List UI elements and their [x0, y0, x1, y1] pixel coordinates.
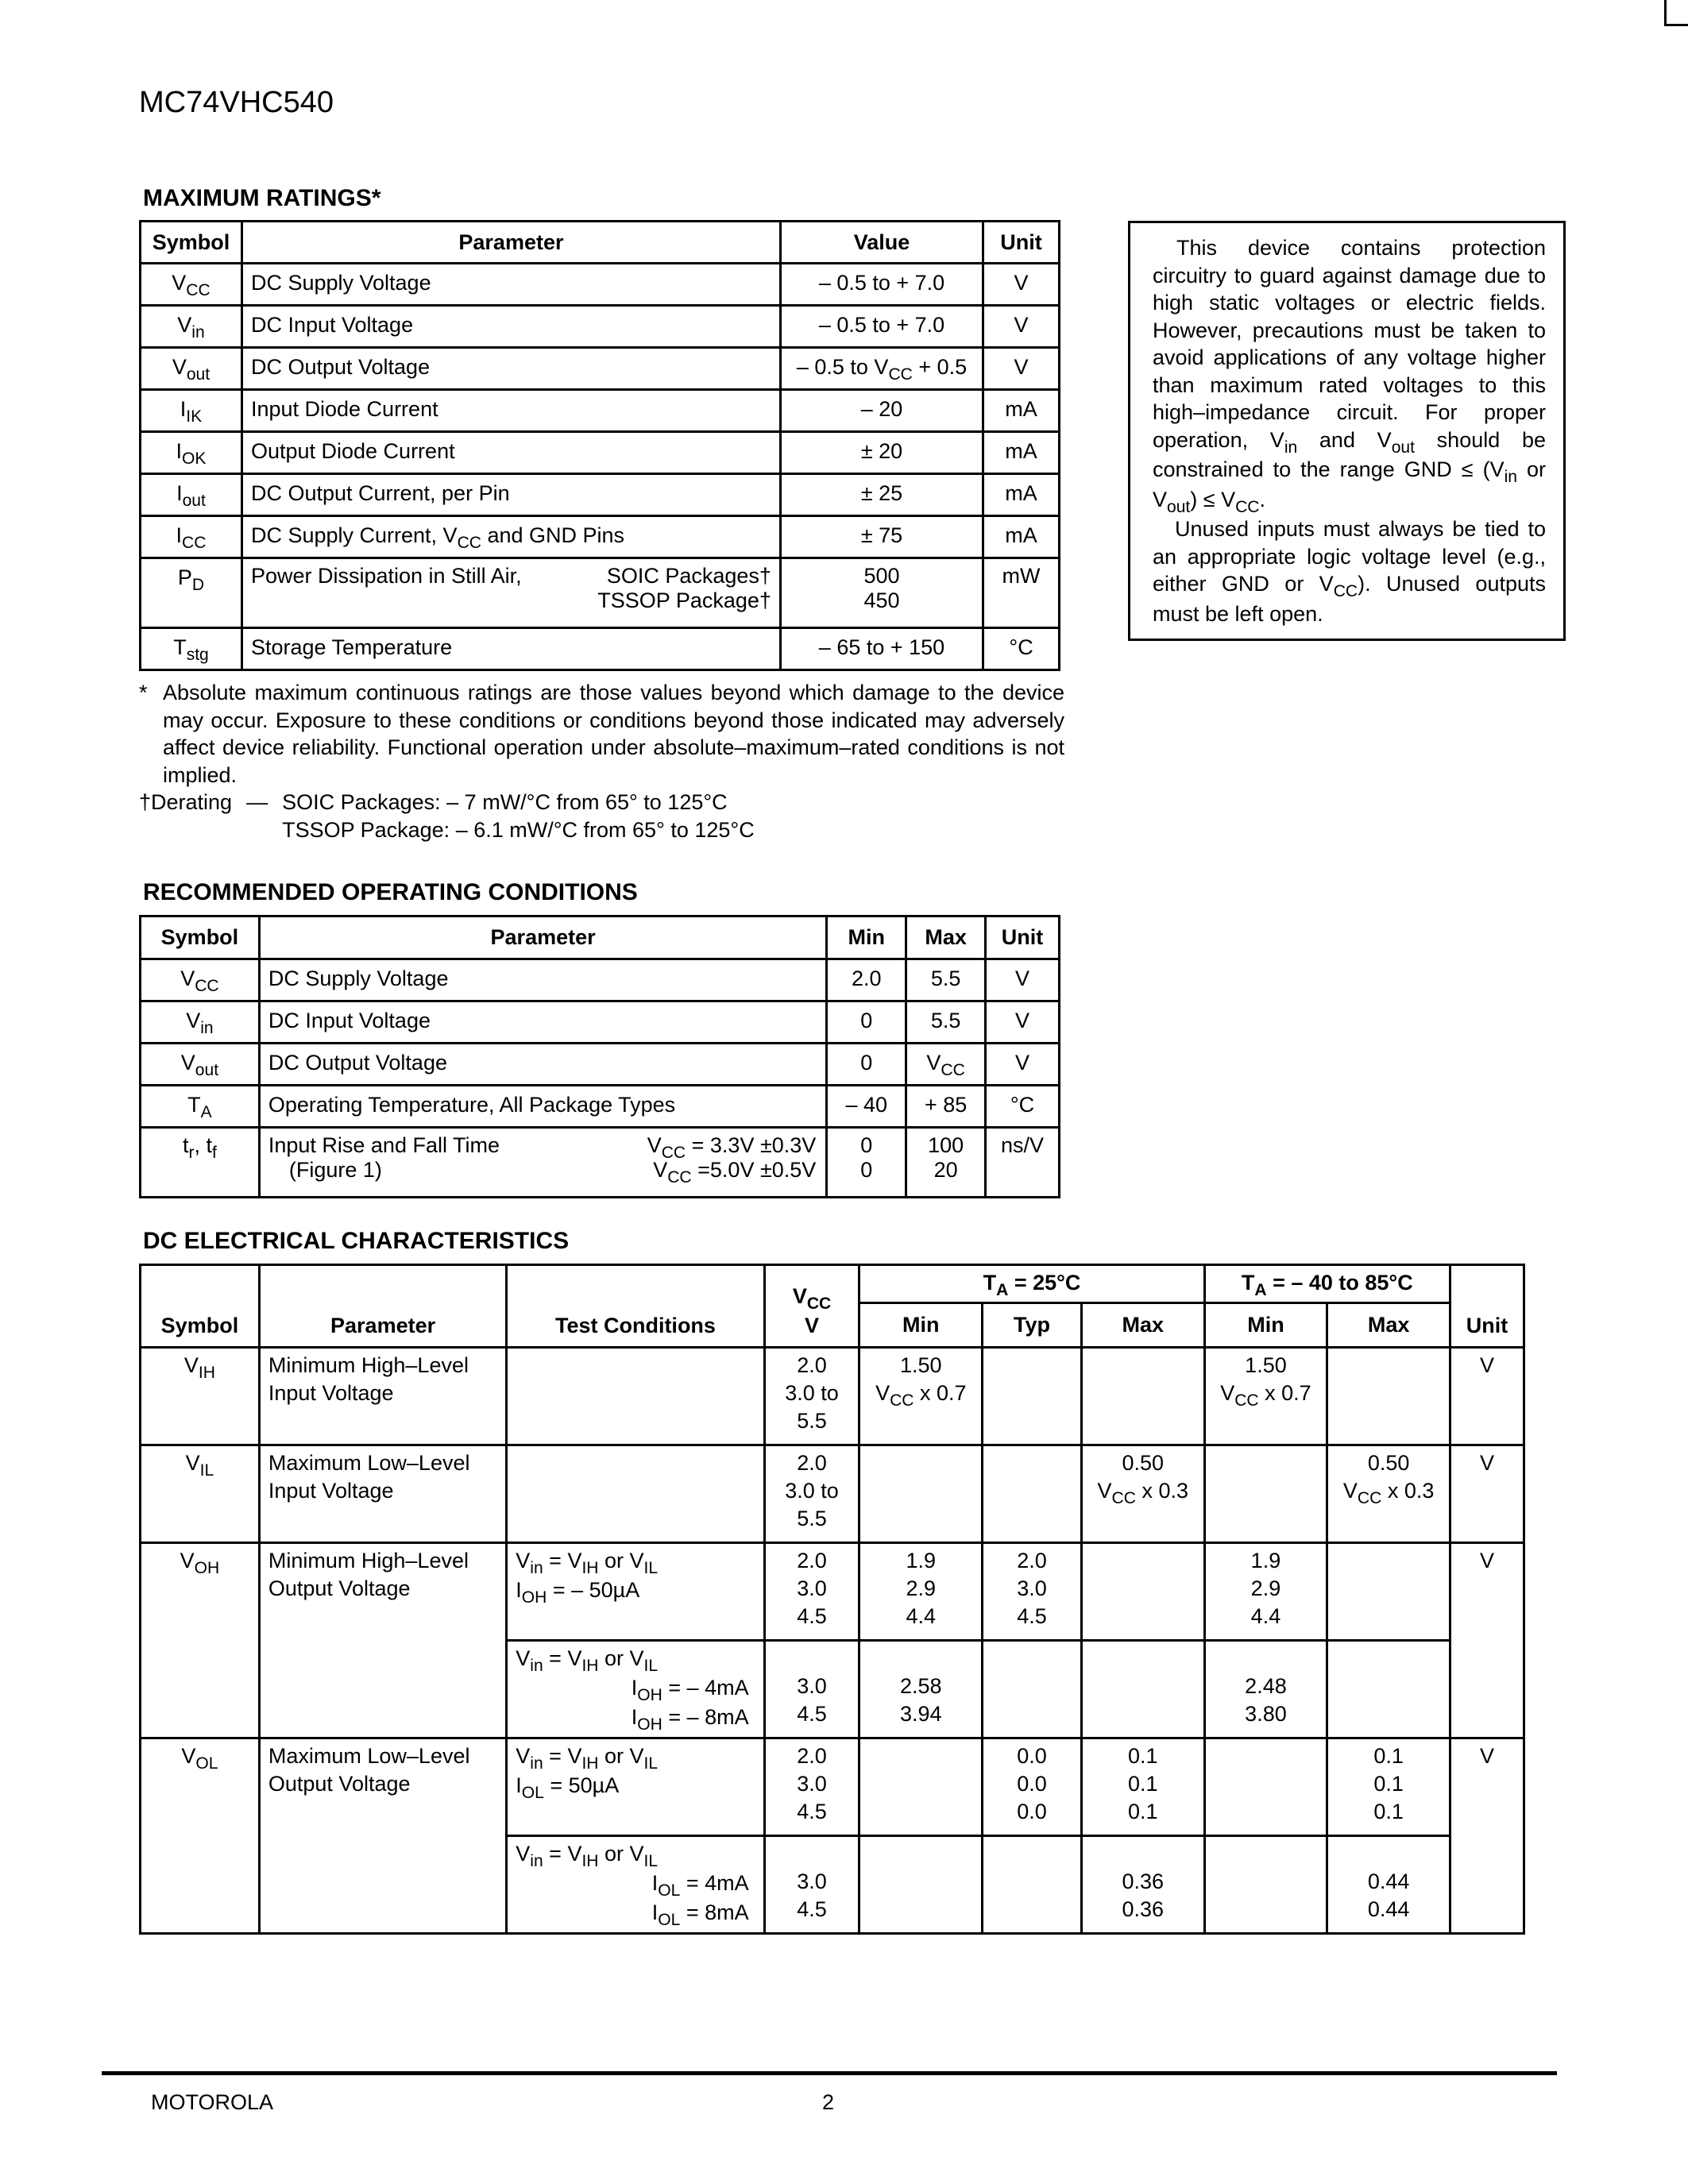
- parameter-cell: Output Diode Current: [241, 432, 780, 474]
- unit-cell: mA: [983, 516, 1060, 558]
- unit-cell: V: [986, 1044, 1060, 1086]
- value-cell: ± 25: [780, 474, 983, 516]
- max-ratings-table: [139, 220, 1060, 671]
- unit-cell: V: [1450, 1738, 1524, 1934]
- table-row: [141, 1543, 1524, 1641]
- col-header: Symbol: [141, 222, 242, 264]
- vcc-cell: 2.0 3.0 4.5: [764, 1543, 859, 1641]
- value-cell: 500 450: [780, 558, 983, 628]
- table-row: [141, 1738, 1524, 1836]
- symbol-cell: $T_{stg}$: [141, 628, 242, 670]
- col-header: Symbol: [141, 1265, 260, 1348]
- parameter-cell: Operating Temperature, All Package Types: [259, 1086, 826, 1128]
- parameter-cell: Maximum Low–Level Output Voltage: [259, 1738, 506, 1934]
- parameter-cell: Input Diode Current: [241, 390, 780, 432]
- parameter-cell: DC Supply Current, $V_{CC}$ and GND Pins: [241, 516, 780, 558]
- vcc-cell: 2.0 3.0 to 5.5: [764, 1348, 859, 1445]
- unit-cell: ns/V: [986, 1128, 1060, 1198]
- typ-cell: [983, 1445, 1082, 1543]
- max-cell: [1081, 1543, 1204, 1641]
- vcc-cell: 3.0 4.5: [764, 1641, 859, 1738]
- min-cell: [1204, 1836, 1327, 1934]
- parameter-cell: Maximum Low–Level Input Voltage: [259, 1445, 506, 1543]
- value-cell: – 0.5 to + 7.0: [780, 306, 983, 348]
- parameter-cell: Storage Temperature: [241, 628, 780, 670]
- max-cell: 100 20: [906, 1128, 986, 1198]
- esd-protection-note: This device contains protection circuitry to guard against damage due to high static voltages or electric fields. However, precautions must be taken to avoid applications of any voltage higher than maximum rated voltages to this high–impedance circuit. For proper operation, $V_{in}$ and $V_{out}$ should be constrained to the range GND ≤ ($V_{in}$ or $V_{out}) \le V_{CC}$. Unused inputs must always be tied to an appropriate logic voltage level (e.g., either GND or $V_{CC}$). Unused outputs must be left open.: [1128, 221, 1566, 641]
- symbol-cell: $V_{CC}$: [141, 959, 260, 1001]
- max-cell: 5.5: [906, 1001, 986, 1044]
- max-cell: 0.50 $V_{CC}$ x 0.3: [1327, 1445, 1450, 1543]
- min-cell: [859, 1738, 983, 1836]
- parameter-cell: DC Output Current, per Pin: [241, 474, 780, 516]
- typ-cell: [983, 1641, 1082, 1738]
- table-row: [141, 1128, 1060, 1198]
- min-cell: 0 0: [827, 1128, 906, 1198]
- unit-cell: mA: [983, 432, 1060, 474]
- rec-op-table: [139, 915, 1060, 1198]
- col-header: Unit: [1450, 1265, 1524, 1348]
- symbol-cell: $I_{CC}$: [141, 516, 242, 558]
- test-conditions-cell: $V_{in} = V_{IH}$ or $V_{IL}$ $I_{OL} = 4mA$ $I_{OL} = 8mA$: [507, 1836, 764, 1934]
- value-cell: – 0.5 to $V_{CC} + 0.5$: [780, 348, 983, 390]
- typ-cell: [983, 1836, 1082, 1934]
- parameter-cell: DC Supply Voltage: [241, 264, 780, 306]
- min-cell: [1204, 1445, 1327, 1543]
- min-cell: [859, 1836, 983, 1934]
- symbol-cell: $P_D$: [141, 558, 242, 628]
- typ-cell: 2.0 3.0 4.5: [983, 1543, 1082, 1641]
- value-cell: – 0.5 to + 7.0: [780, 264, 983, 306]
- test-conditions-cell: $V_{in} = V_{IH}$ or $V_{IL}$ $I_{OH}$ = – 4mA $I_{OH}$ = – 8mA: [507, 1641, 764, 1738]
- unit-cell: °C: [983, 628, 1060, 670]
- col-header: Unit: [986, 916, 1060, 959]
- table-row: [141, 1086, 1060, 1128]
- symbol-cell: $V_{OH}$: [141, 1543, 260, 1738]
- max-cell: 0.44 0.44: [1327, 1836, 1450, 1934]
- col-header: Max: [906, 916, 986, 959]
- unit-cell: V: [983, 306, 1060, 348]
- parameter-cell: Minimum High–Level Output Voltage: [259, 1543, 506, 1738]
- min-cell: [1204, 1738, 1327, 1836]
- col-header: Parameter: [241, 222, 780, 264]
- vcc-cell: 2.0 3.0 4.5: [764, 1738, 859, 1836]
- table-row: [141, 1044, 1060, 1086]
- min-cell: 1.50 $V_{CC}$ x 0.7: [1204, 1348, 1327, 1445]
- max-cell: 5.5: [906, 959, 986, 1001]
- max-cell: 0.36 0.36: [1081, 1836, 1204, 1934]
- max-cell: 0.1 0.1 0.1: [1081, 1738, 1204, 1836]
- table-row: [141, 348, 1060, 390]
- table-row: [141, 628, 1060, 670]
- value-cell: ± 75: [780, 516, 983, 558]
- max-cell: 0.1 0.1 0.1: [1327, 1738, 1450, 1836]
- col-header: Min: [1204, 1303, 1327, 1348]
- max-cell: [1327, 1348, 1450, 1445]
- symbol-cell: $I_{IK}$: [141, 390, 242, 432]
- col-header: Max: [1081, 1303, 1204, 1348]
- max-cell: $V_{CC}$: [906, 1044, 986, 1086]
- min-cell: 2.0: [827, 959, 906, 1001]
- col-header: Unit: [983, 222, 1060, 264]
- col-header-vcc: $V_{CC}$ V: [764, 1265, 859, 1348]
- test-conditions-cell: [507, 1445, 764, 1543]
- symbol-cell: $V_{CC}$: [141, 264, 242, 306]
- symbol-cell: $V_{out}$: [141, 1044, 260, 1086]
- symbol-cell: $V_{in}$: [141, 1001, 260, 1044]
- test-conditions-cell: $V_{in} = V_{IH}$ or $V_{IL}$ $I_{OH}$ = – 50µA: [507, 1543, 764, 1641]
- min-cell: 1.50 $V_{CC}$ x 0.7: [859, 1348, 983, 1445]
- unit-cell: V: [1450, 1543, 1524, 1738]
- parameter-cell: Minimum High–Level Input Voltage: [259, 1348, 506, 1445]
- max-cell: [1327, 1543, 1450, 1641]
- symbol-cell: $V_{OL}$: [141, 1738, 260, 1934]
- dc-char-heading: DC ELECTRICAL CHARACTERISTICS: [143, 1228, 570, 1254]
- min-cell: 2.58 3.94: [859, 1641, 983, 1738]
- table-row: [141, 959, 1060, 1001]
- max-cell: [1081, 1641, 1204, 1738]
- symbol-cell: $V_{in}$: [141, 306, 242, 348]
- table-row: [141, 390, 1060, 432]
- test-conditions-cell: [507, 1348, 764, 1445]
- min-cell: 1.9 2.9 4.4: [859, 1543, 983, 1641]
- unit-cell: V: [986, 1001, 1060, 1044]
- soic-package-label: SOIC Packages†: [606, 564, 771, 588]
- absolute-max-footnote: * Absolute maximum continuous ratings are those values beyond which damage to the device may occur. Exposure to these conditions or conditions beyond those indicated may adversely affect device reliability. Functional operation under absolute–maximum–rated conditions is not implied. †Derating — SOIC Packages: – 7 mW/°C from 65° to 125°C TSSOP Package: – 6.1 mW/°C from 65° to 125°C: [139, 679, 1064, 844]
- col-header: Max: [1327, 1303, 1450, 1348]
- col-header-ta-range: $T_A$ = – 40 to 85°C: [1204, 1265, 1450, 1303]
- value-cell: ± 20: [780, 432, 983, 474]
- table-header-row: [141, 916, 1060, 959]
- symbol-cell: $I_{out}$: [141, 474, 242, 516]
- unit-cell: °C: [986, 1086, 1060, 1128]
- table-row: [141, 1445, 1524, 1543]
- symbol-cell: $I_{OK}$: [141, 432, 242, 474]
- col-header: Parameter: [259, 1265, 506, 1348]
- max-cell: [1327, 1641, 1450, 1738]
- unit-cell: V: [983, 264, 1060, 306]
- min-cell: – 40: [827, 1086, 906, 1128]
- dc-char-table: [139, 1264, 1525, 1935]
- table-row: [141, 474, 1060, 516]
- symbol-cell: $T_A$: [141, 1086, 260, 1128]
- min-cell: 0: [827, 1001, 906, 1044]
- tssop-package-label: TSSOP Package†: [597, 588, 771, 612]
- col-header: Test Conditions: [507, 1265, 764, 1348]
- parameter-cell: Power Dissipation in Still Air, SOIC Packages† TSSOP Package†: [241, 558, 780, 628]
- col-header: Typ: [983, 1303, 1082, 1348]
- table-header-row: [141, 1265, 1524, 1303]
- min-cell: 1.9 2.9 4.4: [1204, 1543, 1327, 1641]
- derating-note: †Derating — SOIC Packages: – 7 mW/°C from 65° to 125°C TSSOP Package: – 6.1 mW/°C from 65° to 125°C: [139, 790, 755, 842]
- col-header: Symbol: [141, 916, 260, 959]
- typ-cell: 0.0 0.0 0.0: [983, 1738, 1082, 1836]
- value-cell: – 65 to + 150: [780, 628, 983, 670]
- parameter-cell: Input Rise and Fall Time $V_{CC} = 3.3V \pm 0.3V$ (Figure 1) $V_{CC} =5.0V \pm 0.5V$: [259, 1128, 826, 1198]
- col-header: Min: [827, 916, 906, 959]
- symbol-cell: $V_{IL}$: [141, 1445, 260, 1543]
- table-row: [141, 1001, 1060, 1044]
- parameter-cell: DC Input Voltage: [259, 1001, 826, 1044]
- vcc-cell: 2.0 3.0 to 5.5: [764, 1445, 859, 1543]
- parameter-cell: DC Output Voltage: [241, 348, 780, 390]
- table-row: [141, 306, 1060, 348]
- max-cell: 0.50 $V_{CC}$ x 0.3: [1081, 1445, 1204, 1543]
- min-cell: 2.48 3.80: [1204, 1641, 1327, 1738]
- col-header: Value: [780, 222, 983, 264]
- min-cell: 0: [827, 1044, 906, 1086]
- table-row: [141, 1348, 1524, 1445]
- min-cell: [859, 1445, 983, 1543]
- page-number: 2: [822, 2090, 835, 2114]
- unit-cell: V: [1450, 1445, 1524, 1543]
- rec-op-heading: RECOMMENDED OPERATING CONDITIONS: [143, 879, 638, 905]
- col-header: Min: [859, 1303, 983, 1348]
- max-ratings-heading: MAXIMUM RATINGS*: [143, 185, 381, 211]
- symbol-cell: $t_r$, $t_f$: [141, 1128, 260, 1198]
- value-cell: – 20: [780, 390, 983, 432]
- table-row: [141, 558, 1060, 628]
- page-corner-mark: [1664, 0, 1688, 26]
- parameter-cell: DC Output Voltage: [259, 1044, 826, 1086]
- max-cell: + 85: [906, 1086, 986, 1128]
- unit-cell: V: [1450, 1348, 1524, 1445]
- footer-brand: MOTOROLA: [151, 2090, 274, 2114]
- parameter-cell: DC Supply Voltage: [259, 959, 826, 1001]
- max-cell: [1081, 1348, 1204, 1445]
- symbol-cell: $V_{out}$: [141, 348, 242, 390]
- table-header-row: [141, 222, 1060, 264]
- unit-cell: mA: [983, 474, 1060, 516]
- table-row: [141, 516, 1060, 558]
- unit-cell: V: [983, 348, 1060, 390]
- col-header-ta25: $T_A = 25^\circ C$: [859, 1265, 1204, 1303]
- footer-divider: [102, 2071, 1557, 2075]
- vcc-cell: 3.0 4.5: [764, 1836, 859, 1934]
- page-title: MC74VHC540: [139, 86, 334, 119]
- symbol-cell: $V_{IH}$: [141, 1348, 260, 1445]
- parameter-cell: DC Input Voltage: [241, 306, 780, 348]
- col-header: Parameter: [259, 916, 826, 959]
- test-conditions-cell: $V_{in} = V_{IH}$ or $V_{IL}$ $I_{OL} = 50\mu A$: [507, 1738, 764, 1836]
- unit-cell: mW: [983, 558, 1060, 628]
- typ-cell: [983, 1348, 1082, 1445]
- unit-cell: V: [986, 959, 1060, 1001]
- table-row: [141, 432, 1060, 474]
- table-row: [141, 264, 1060, 306]
- unit-cell: mA: [983, 390, 1060, 432]
